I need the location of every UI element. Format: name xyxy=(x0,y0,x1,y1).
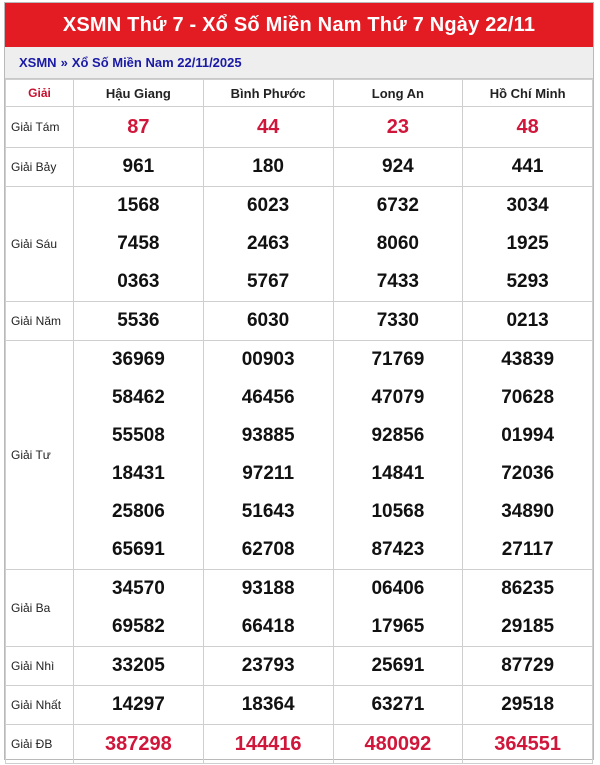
prize-name: Giải Tám xyxy=(6,107,74,148)
prize-number: 65691 xyxy=(111,539,165,560)
prize-cell xyxy=(333,148,463,187)
prize-cell xyxy=(74,725,204,764)
prize-cell xyxy=(203,341,333,570)
prize-cell xyxy=(203,647,333,686)
prize-number: 364551 xyxy=(494,733,561,755)
prize-row xyxy=(6,725,593,764)
prize-row xyxy=(6,570,593,647)
prize-number: 97211 xyxy=(242,463,295,484)
results-table xyxy=(5,79,593,764)
prize-number: 1925 xyxy=(506,233,549,254)
prize-number: 70628 xyxy=(501,387,555,408)
prize-number: 33205 xyxy=(111,655,165,676)
prize-number: 0213 xyxy=(506,310,549,331)
prize-cell xyxy=(333,686,463,725)
prize-cell xyxy=(203,570,333,647)
prize-cell xyxy=(463,148,593,187)
prize-number: 18364 xyxy=(241,694,295,715)
prize-number: 06406 xyxy=(371,578,425,599)
prize-number: 66418 xyxy=(241,616,295,637)
prize-number: 29185 xyxy=(501,616,555,637)
prize-number: 441 xyxy=(511,156,544,177)
page-title xyxy=(5,3,593,47)
prize-number: 87 xyxy=(127,116,150,138)
prize-cell xyxy=(74,148,204,187)
prize-number: 180 xyxy=(252,156,284,177)
prize-number: 0363 xyxy=(117,271,160,292)
breadcrumb-separator: » xyxy=(60,55,68,70)
prize-name: Giải ĐB xyxy=(6,725,74,764)
prize-cell xyxy=(333,107,463,148)
prize-number: 43839 xyxy=(501,349,555,370)
prize-cell xyxy=(463,341,593,570)
prize-number: 71769 xyxy=(371,349,425,370)
prize-cell xyxy=(463,647,593,686)
results-frame xyxy=(4,2,594,760)
prize-number: 7330 xyxy=(376,310,420,331)
prize-name: Giải Sáu xyxy=(6,187,74,302)
prize-number: 6023 xyxy=(246,195,290,216)
prize-number: 14297 xyxy=(111,694,165,715)
prize-number: 144416 xyxy=(234,733,302,755)
prize-row xyxy=(6,148,593,187)
prize-name: Giải Tư xyxy=(6,341,74,570)
breadcrumb-home-link[interactable]: XSMN xyxy=(19,55,57,70)
prize-number: 69582 xyxy=(111,616,165,637)
prize-cell xyxy=(333,725,463,764)
results-body xyxy=(6,107,593,764)
prize-cell xyxy=(74,647,204,686)
prize-number: 01994 xyxy=(501,425,555,446)
prize-number: 961 xyxy=(122,156,155,177)
prize-row xyxy=(6,107,593,148)
prize-number: 1568 xyxy=(117,195,160,216)
prize-number: 47079 xyxy=(371,387,425,408)
prize-number: 6732 xyxy=(376,195,420,216)
table-header-row xyxy=(6,80,593,107)
header-province-binh-phuoc[interactable]: Bình Phước xyxy=(203,80,333,107)
header-province-long-an[interactable]: Long An xyxy=(333,80,463,107)
prize-cell xyxy=(74,686,204,725)
prize-name: Giải Nhất xyxy=(6,686,74,725)
prize-cell xyxy=(203,107,333,148)
prize-number: 44 xyxy=(257,116,280,138)
prize-cell xyxy=(463,187,593,302)
prize-number: 87423 xyxy=(371,539,425,560)
prize-cell xyxy=(463,107,593,148)
prize-name: Giải Năm xyxy=(6,302,74,341)
prize-number: 924 xyxy=(382,156,414,177)
prize-cell xyxy=(74,302,204,341)
prize-number: 86235 xyxy=(501,578,555,599)
prize-cell xyxy=(463,570,593,647)
prize-number: 7458 xyxy=(117,233,160,254)
prize-number: 51643 xyxy=(241,501,295,522)
prize-number: 5767 xyxy=(246,271,290,292)
prize-number: 10568 xyxy=(371,501,425,522)
prize-number: 3034 xyxy=(506,195,549,216)
prize-number: 480092 xyxy=(364,733,432,755)
prize-number: 29518 xyxy=(501,694,555,715)
prize-cell xyxy=(74,570,204,647)
prize-number: 8060 xyxy=(376,233,420,254)
breadcrumb-current-link[interactable]: Xổ Số Miền Nam 22/11/2025 xyxy=(71,55,242,70)
prize-number: 62708 xyxy=(241,539,295,560)
prize-cell xyxy=(74,341,204,570)
prize-number: 46456 xyxy=(241,387,295,408)
prize-cell xyxy=(203,686,333,725)
prize-row xyxy=(6,187,593,302)
prize-cell xyxy=(333,341,463,570)
prize-cell xyxy=(203,302,333,341)
prize-row xyxy=(6,341,593,570)
header-province-ho-chi-minh[interactable]: Hồ Chí Minh xyxy=(463,80,593,107)
prize-cell xyxy=(333,570,463,647)
prize-number: 6030 xyxy=(246,310,290,331)
prize-number: 2463 xyxy=(246,233,290,254)
prize-cell xyxy=(203,187,333,302)
prize-name: Giải Bảy xyxy=(6,148,74,187)
prize-cell xyxy=(333,647,463,686)
prize-number: 27117 xyxy=(501,539,554,560)
prize-cell xyxy=(463,686,593,725)
prize-row xyxy=(6,302,593,341)
prize-cell xyxy=(463,725,593,764)
prize-row xyxy=(6,647,593,686)
page-title-text: XSMN Thứ 7 - Xổ Số Miền Nam Thứ 7 Ngày 22/11 xyxy=(62,13,536,36)
prize-number: 92856 xyxy=(371,425,425,446)
prize-number: 87729 xyxy=(501,655,555,676)
prize-number: 7433 xyxy=(376,271,420,292)
prize-number: 93885 xyxy=(241,425,295,446)
prize-number: 14841 xyxy=(371,463,425,484)
prize-number: 72036 xyxy=(501,463,555,484)
prize-number: 25691 xyxy=(371,655,425,676)
prize-cell xyxy=(463,302,593,341)
prize-number: 55508 xyxy=(111,425,165,446)
prize-number: 63271 xyxy=(371,694,425,715)
header-prize-label: Giải xyxy=(6,80,74,107)
prize-row xyxy=(6,686,593,725)
prize-number: 34570 xyxy=(111,578,165,599)
prize-number: 23 xyxy=(386,116,409,138)
prize-name: Giải Ba xyxy=(6,570,74,647)
prize-number: 48 xyxy=(516,116,539,138)
prize-cell xyxy=(74,107,204,148)
prize-number: 34890 xyxy=(501,501,555,522)
prize-cell xyxy=(74,187,204,302)
prize-cell xyxy=(203,148,333,187)
prize-number: 36969 xyxy=(111,349,165,370)
prize-cell xyxy=(333,187,463,302)
breadcrumb xyxy=(5,47,593,79)
prize-number: 5293 xyxy=(506,271,549,292)
prize-number: 00903 xyxy=(241,349,295,370)
prize-cell xyxy=(203,725,333,764)
prize-cell xyxy=(333,302,463,341)
prize-number: 18431 xyxy=(111,463,165,484)
header-province-hau-giang[interactable]: Hậu Giang xyxy=(74,80,204,107)
prize-number: 17965 xyxy=(371,616,425,637)
prize-name: Giải Nhì xyxy=(6,647,74,686)
prize-number: 5536 xyxy=(117,310,160,331)
prize-number: 58462 xyxy=(111,387,165,408)
prize-number: 25806 xyxy=(111,501,165,522)
prize-number: 93188 xyxy=(241,578,295,599)
prize-number: 387298 xyxy=(105,733,172,755)
prize-number: 23793 xyxy=(241,655,295,676)
